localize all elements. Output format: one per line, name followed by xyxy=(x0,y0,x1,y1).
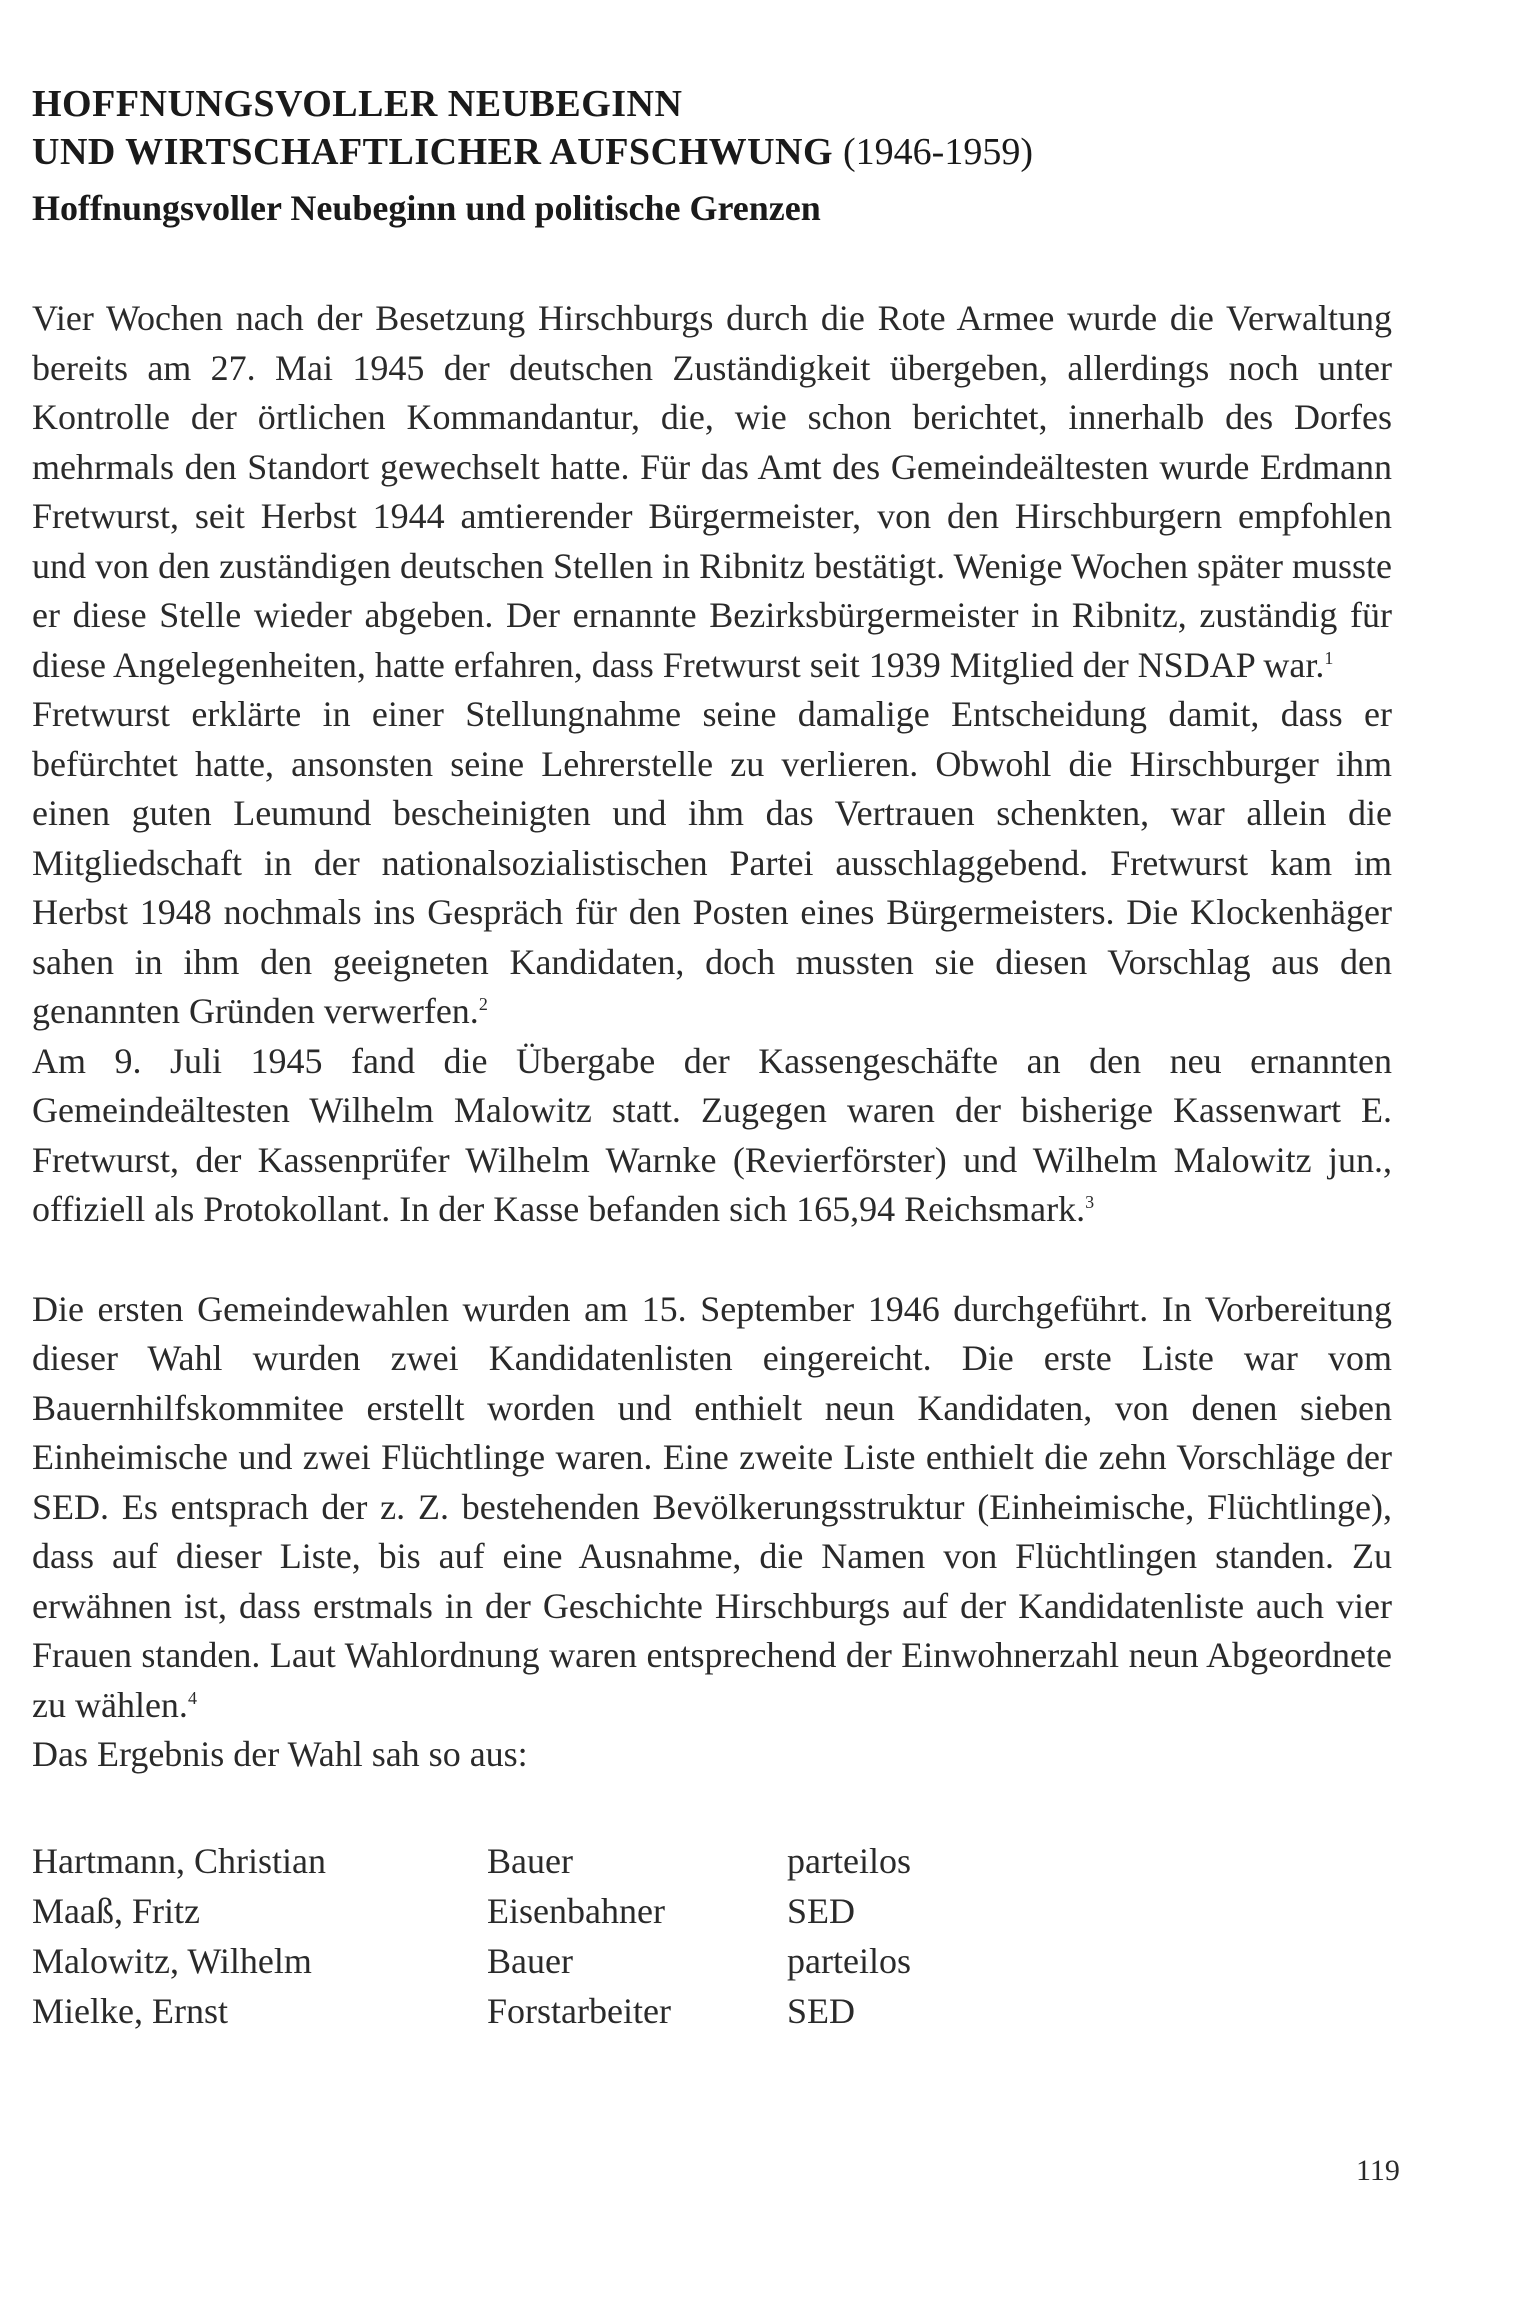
candidate-name: Maaß, Fritz xyxy=(32,1890,200,1931)
body-text xyxy=(32,294,1392,1780)
footnote-marker: 4 xyxy=(187,1687,197,1708)
candidate-occupation: Eisenbahner xyxy=(487,1890,665,1931)
list-item xyxy=(32,1886,1392,1936)
paragraph-text: Das Ergebnis der Wahl sah so aus: xyxy=(32,1734,528,1774)
candidate-name: Hartmann, Christian xyxy=(32,1840,326,1881)
list-item xyxy=(32,1986,1392,2036)
paragraph xyxy=(32,1037,1392,1235)
chapter-title-line-2-text: UND WIRTSCHAFTLICHER AUFSCHWUNG xyxy=(32,131,834,173)
paragraph-text: Vier Wochen nach der Besetzung Hirschburgs durch die Rote Armee wurde die Verwaltung bereits am 27. Mai 1945 der deutschen Zuständigkeit übergeben, allerdings noch unter Kontrolle der örtlichen Kommandantur, die, wie schon berichtet, innerhalb des Dorfes mehrmals den Standort gewechselt hatte. Für das Amt des Gemeindeältesten wurde Erdmann Fretwurst, seit Herbst 1944 amtierender Bürgermeister, von den Hirschburgern empfohlen und von den zuständigen deutschen Stellen in Ribnitz bestätigt. Wenige Wochen später musste er diese Stelle wieder abgeben. Der ernannte Bezirksbürgermeister in Ribnitz, zuständig für diese Angelegenheiten, hatte erfahren, dass Fretwurst seit 1939 Mitglied der NSDAP war. xyxy=(32,298,1392,685)
candidate-party: SED xyxy=(787,1990,856,2031)
chapter-years: (1946-1959) xyxy=(843,131,1033,173)
paragraph xyxy=(32,1730,1392,1780)
candidate-party: SED xyxy=(787,1890,856,1931)
paragraph xyxy=(32,1285,1392,1731)
paragraph-text: Die ersten Gemeindewahlen wurden am 15. September 1946 durchgeführt. In Vorbereitung dieser Wahl wurden zwei Kandidatenlisten eingereicht. Die erste Liste war vom Bauernhilfskommitee erstellt worden und enthielt neun Kandidaten, von denen sieben Einheimische und zwei Flüchtlinge waren. Eine zweite Liste enthielt die zehn Vorschläge der SED. Es entsprach der z. Z. bestehenden Bevölkerungsstruktur (Einheimische, Flüchtlinge), dass auf dieser Liste, bis auf eine Ausnahme, die Namen von Flüchtlingen standen. Zu erwähnen ist, dass erstmals in der Geschichte Hirschburgs auf der Kandidatenliste auch vier Frauen standen. Laut Wahlordnung waren entsprechend der Einwohnerzahl neun Abgeordnete zu wählen. xyxy=(32,1288,1392,1725)
footnote-marker: 3 xyxy=(1085,1192,1095,1212)
candidate-occupation: Forstarbeiter xyxy=(487,1990,671,2031)
chapter-title-line-1: HOFFNUNGSVOLLER NEUBEGINN xyxy=(32,83,683,125)
candidate-occupation: Bauer xyxy=(487,1940,573,1981)
paragraph-text: Am 9. Juli 1945 fand die Übergabe der Kassengeschäfte an den neu ernannten Gemeindeältesten Wilhelm Malowitz statt. Zugegen waren der bisherige Kassenwart E. Fretwurst, der Kassenprüfer Wilhelm Warnke (Revierförster) und Wilhelm Malowitz jun., offiziell als Protokollant. In der Kasse befanden sich 165,94 Reichsmark. xyxy=(32,1040,1392,1229)
list-item xyxy=(32,1936,1392,1986)
candidate-party: parteilos xyxy=(787,1840,911,1881)
page-number: 119 xyxy=(1356,2154,1400,2187)
paragraph xyxy=(32,294,1392,690)
paragraph xyxy=(32,690,1392,1037)
candidate-name: Mielke, Ernst xyxy=(32,1990,228,2031)
candidate-name: Malowitz, Wilhelm xyxy=(32,1940,312,1981)
footnote-marker: 1 xyxy=(1324,647,1334,668)
candidate-party: parteilos xyxy=(787,1940,911,1981)
candidate-occupation: Bauer xyxy=(487,1840,573,1881)
election-results-list xyxy=(32,1836,1392,2036)
section-title: Hoffnungsvoller Neubeginn und politische Grenzen xyxy=(32,188,821,228)
chapter-title xyxy=(32,80,1392,176)
chapter-title-line-2 xyxy=(32,128,1392,176)
page-content xyxy=(32,80,1392,2036)
footnote-marker: 2 xyxy=(478,994,488,1014)
list-item xyxy=(32,1836,1392,1886)
paragraph-text: Fretwurst erklärte in einer Stellungnahme seine damalige Entscheidung damit, dass er befürchtet hatte, ansonsten seine Lehrerstelle zu verlieren. Obwohl die Hirschburger ihm einen guten Leumund bescheinigten und ihm das Vertrauen schenkten, war allein die Mitgliedschaft in der nationalsozialistischen Partei ausschlaggebend. Fretwurst kam im Herbst 1948 nochmals ins Gespräch für den Posten eines Bürgermeisters. Die Klockenhäger sahen in ihm den geeigneten Kandidaten, doch mussten sie diesen Vorschlag aus den genannten Gründen verwerfen. xyxy=(32,694,1392,1031)
